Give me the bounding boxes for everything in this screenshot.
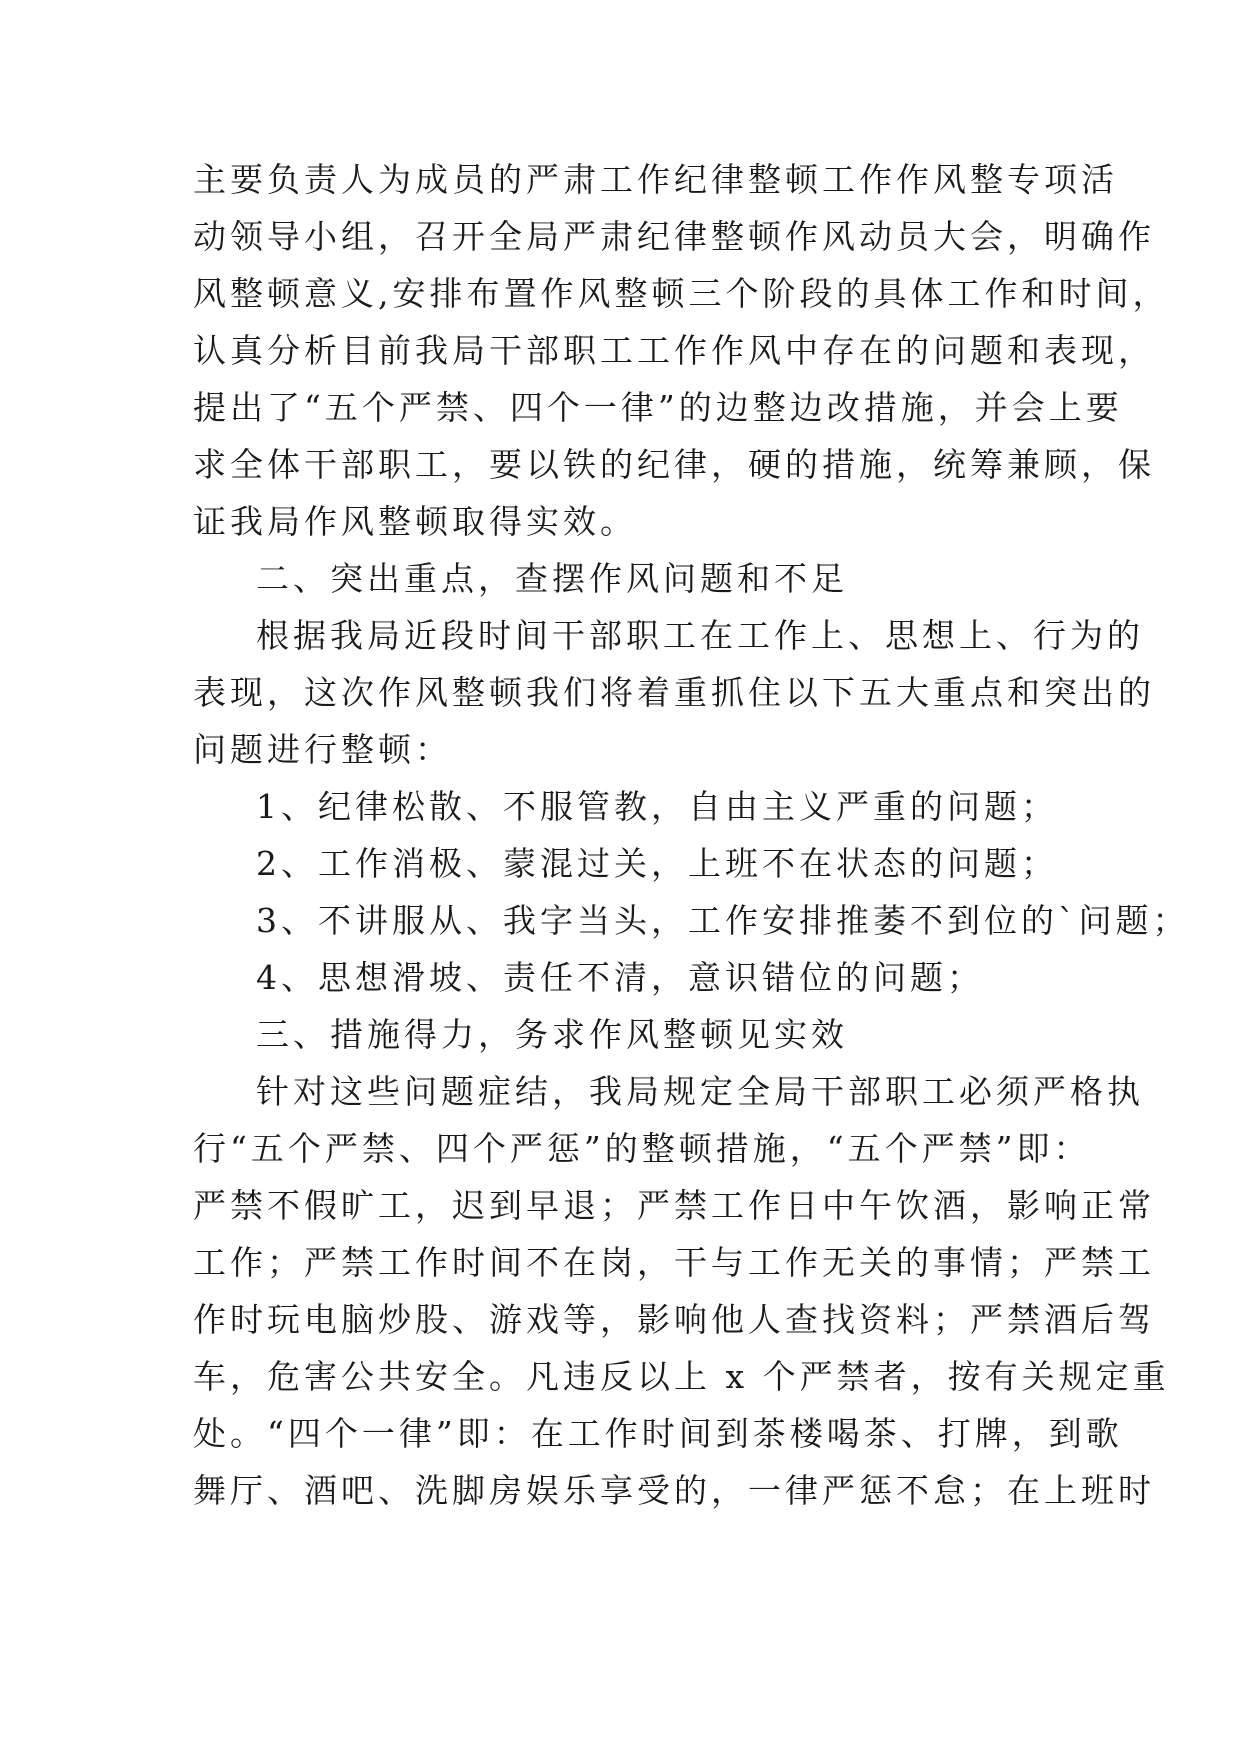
text-line: 根据我局近段时间干部职工在工作上、思想上、行为的 [256,616,1144,655]
list-item: 1、纪律松散、不服管教，自由主义严重的问题； [256,787,1058,826]
text-line: 动领导小组，召开全局严肃纪律整顿作风动员大会，明确作 [193,217,1155,256]
text-line: 车，危害公共安全。凡违反以上 x 个严禁者，按有关规定重 [193,1357,1170,1396]
text-line: 作时玩电脑炒股、游戏等，影响他人查找资料；严禁酒后驾 [193,1300,1155,1339]
list-item: 3、不讲服从、我字当头，工作安排推萎不到位的`问题； [256,901,1190,940]
text-line: 工作；严禁工作时间不在岗，干与工作无关的事情；严禁工 [193,1243,1155,1282]
text-line: 求全体干部职工，要以铁的纪律，硬的措施，统筹兼顾，保 [193,445,1155,484]
text-line: 证我局作风整顿取得实效。 [193,502,637,541]
text-line: 提出了“五个严禁、四个一律”的边整边改措施，并会上要 [193,388,1123,427]
text-line: 严禁不假旷工，迟到早退；严禁工作日中午饮酒，影响正常 [193,1186,1155,1225]
text-line: 针对这些问题症结，我局规定全局干部职工必须严格执 [256,1072,1144,1111]
text-line: 处。“四个一律”即：在工作时间到茶楼喝茶、打牌，到歌 [193,1414,1123,1453]
text-line: 行“五个严禁、四个严惩”的整顿措施，“五个严禁”即： [193,1129,1091,1168]
text-line: 问题进行整顿： [193,730,452,769]
section-heading: 三、措施得力，务求作风整顿见实效 [256,1015,848,1054]
list-item: 2、工作消极、蒙混过关，上班不在状态的问题； [256,844,1058,883]
list-item: 4、思想滑坡、责任不清，意识错位的问题； [256,958,984,997]
text-line: 表现，这次作风整顿我们将着重抓住以下五大重点和突出的 [193,673,1155,712]
text-line: 认真分析目前我局干部职工工作作风中存在的问题和表现， [193,331,1155,370]
section-heading: 二、突出重点，查摆作风问题和不足 [256,559,848,598]
text-line: 风整顿意义,安排布置作风整顿三个阶段的具体工作和时间， [193,274,1170,313]
text-line: 主要负责人为成员的严肃工作纪律整顿工作作风整专项活 [193,160,1118,199]
text-line: 舞厅、酒吧、洗脚房娱乐享受的，一律严惩不怠；在上班时 [193,1471,1155,1510]
